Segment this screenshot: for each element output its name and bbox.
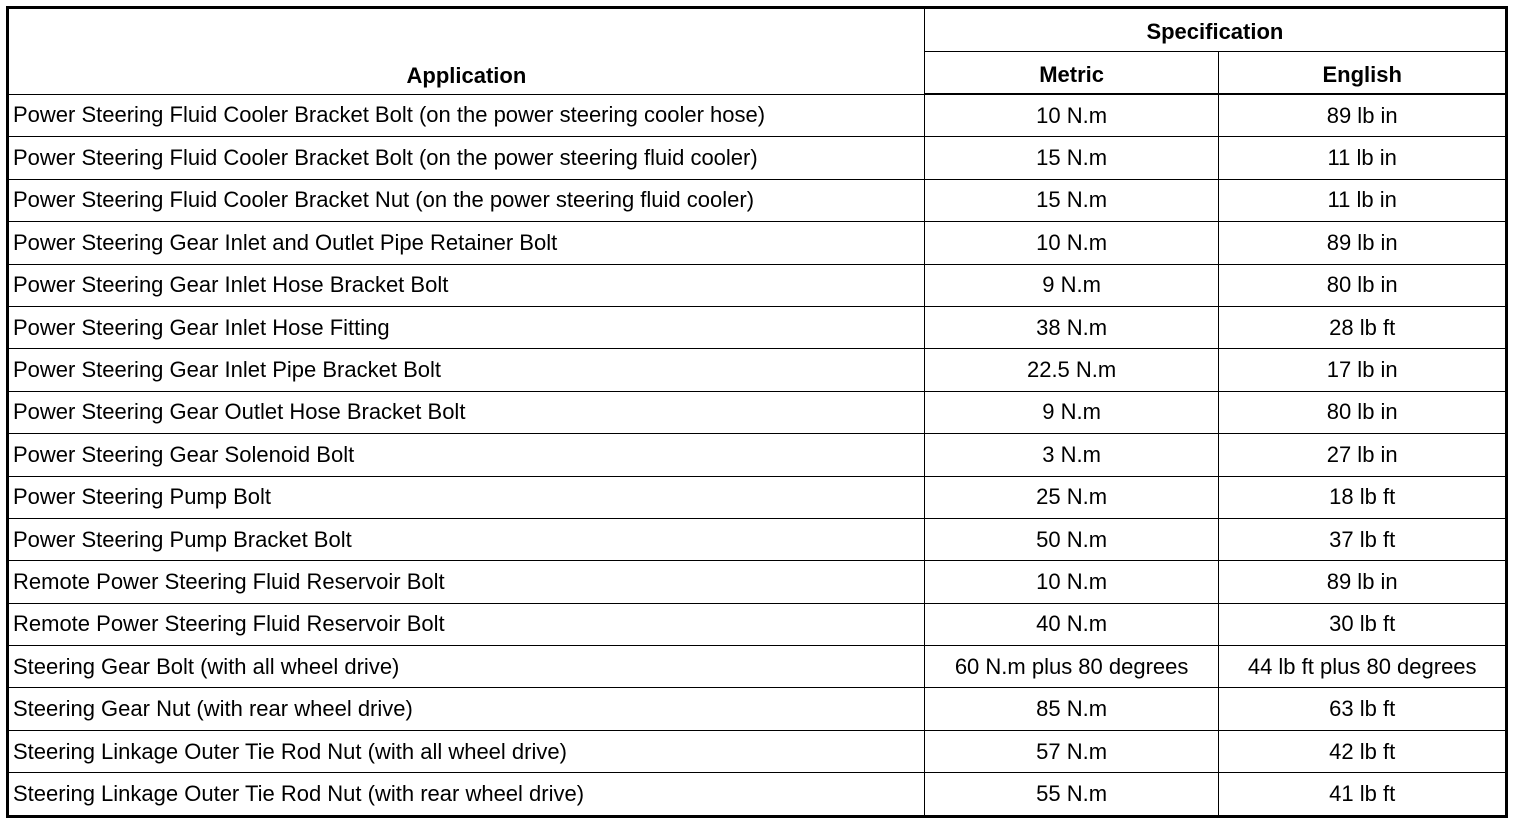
english-value-cell: 63 lb ft [1219, 688, 1507, 730]
table-row [8, 306, 1507, 348]
table-body [8, 94, 1507, 816]
application-cell: Power Steering Fluid Cooler Bracket Bolt (on the power steering cooler hose) [8, 94, 925, 137]
table-row [8, 94, 1507, 137]
table-header [8, 8, 1507, 95]
table-row [8, 434, 1507, 476]
table-row [8, 730, 1507, 772]
application-cell: Remote Power Steering Fluid Reservoir Bolt [8, 561, 925, 603]
application-cell: Power Steering Gear Inlet and Outlet Pipe Retainer Bolt [8, 222, 925, 264]
metric-column-header: Metric [924, 52, 1219, 95]
table-row [8, 349, 1507, 391]
english-value-cell: 30 lb ft [1219, 603, 1507, 645]
english-value-cell: 42 lb ft [1219, 730, 1507, 772]
english-value-cell: 28 lb ft [1219, 306, 1507, 348]
metric-value-cell: 9 N.m [924, 264, 1219, 306]
metric-value-cell: 38 N.m [924, 306, 1219, 348]
metric-value-cell: 60 N.m plus 80 degrees [924, 646, 1219, 688]
english-value-cell: 37 lb ft [1219, 518, 1507, 560]
metric-value-cell: 15 N.m [924, 179, 1219, 221]
application-cell: Steering Linkage Outer Tie Rod Nut (with all wheel drive) [8, 730, 925, 772]
application-cell: Power Steering Gear Outlet Hose Bracket Bolt [8, 391, 925, 433]
table-row [8, 773, 1507, 816]
english-value-cell: 17 lb in [1219, 349, 1507, 391]
metric-value-cell: 9 N.m [924, 391, 1219, 433]
application-cell: Power Steering Gear Solenoid Bolt [8, 434, 925, 476]
metric-value-cell: 10 N.m [924, 94, 1219, 137]
english-value-cell: 89 lb in [1219, 94, 1507, 137]
fastener-specification-table [6, 6, 1508, 818]
application-cell: Power Steering Pump Bolt [8, 476, 925, 518]
table-row [8, 222, 1507, 264]
english-value-cell: 11 lb in [1219, 179, 1507, 221]
specification-group-header: Specification [924, 8, 1506, 52]
application-cell: Steering Linkage Outer Tie Rod Nut (with rear wheel drive) [8, 773, 925, 816]
application-column-header: Application [8, 8, 925, 95]
table-row [8, 391, 1507, 433]
table-row [8, 518, 1507, 560]
metric-value-cell: 10 N.m [924, 561, 1219, 603]
metric-value-cell: 40 N.m [924, 603, 1219, 645]
metric-value-cell: 15 N.m [924, 137, 1219, 179]
english-value-cell: 89 lb in [1219, 222, 1507, 264]
english-value-cell: 89 lb in [1219, 561, 1507, 603]
metric-value-cell: 3 N.m [924, 434, 1219, 476]
table-row [8, 476, 1507, 518]
english-value-cell: 44 lb ft plus 80 degrees [1219, 646, 1507, 688]
application-cell: Power Steering Fluid Cooler Bracket Nut (on the power steering fluid cooler) [8, 179, 925, 221]
application-cell: Power Steering Gear Inlet Hose Fitting [8, 306, 925, 348]
application-cell: Power Steering Gear Inlet Pipe Bracket Bolt [8, 349, 925, 391]
english-value-cell: 27 lb in [1219, 434, 1507, 476]
metric-value-cell: 22.5 N.m [924, 349, 1219, 391]
metric-value-cell: 25 N.m [924, 476, 1219, 518]
english-value-cell: 18 lb ft [1219, 476, 1507, 518]
table-row [8, 561, 1507, 603]
header-row-top [8, 8, 1507, 52]
application-cell: Power Steering Fluid Cooler Bracket Bolt (on the power steering fluid cooler) [8, 137, 925, 179]
metric-value-cell: 57 N.m [924, 730, 1219, 772]
table-row [8, 264, 1507, 306]
application-cell: Steering Gear Nut (with rear wheel drive) [8, 688, 925, 730]
application-cell: Steering Gear Bolt (with all wheel drive) [8, 646, 925, 688]
table-row [8, 603, 1507, 645]
table-row [8, 688, 1507, 730]
application-cell: Power Steering Pump Bracket Bolt [8, 518, 925, 560]
english-value-cell: 11 lb in [1219, 137, 1507, 179]
metric-value-cell: 55 N.m [924, 773, 1219, 816]
english-column-header: English [1219, 52, 1507, 95]
table-row [8, 179, 1507, 221]
metric-value-cell: 50 N.m [924, 518, 1219, 560]
table-row [8, 646, 1507, 688]
application-cell: Remote Power Steering Fluid Reservoir Bolt [8, 603, 925, 645]
application-cell: Power Steering Gear Inlet Hose Bracket Bolt [8, 264, 925, 306]
english-value-cell: 80 lb in [1219, 391, 1507, 433]
english-value-cell: 41 lb ft [1219, 773, 1507, 816]
metric-value-cell: 10 N.m [924, 222, 1219, 264]
english-value-cell: 80 lb in [1219, 264, 1507, 306]
table-row [8, 137, 1507, 179]
metric-value-cell: 85 N.m [924, 688, 1219, 730]
